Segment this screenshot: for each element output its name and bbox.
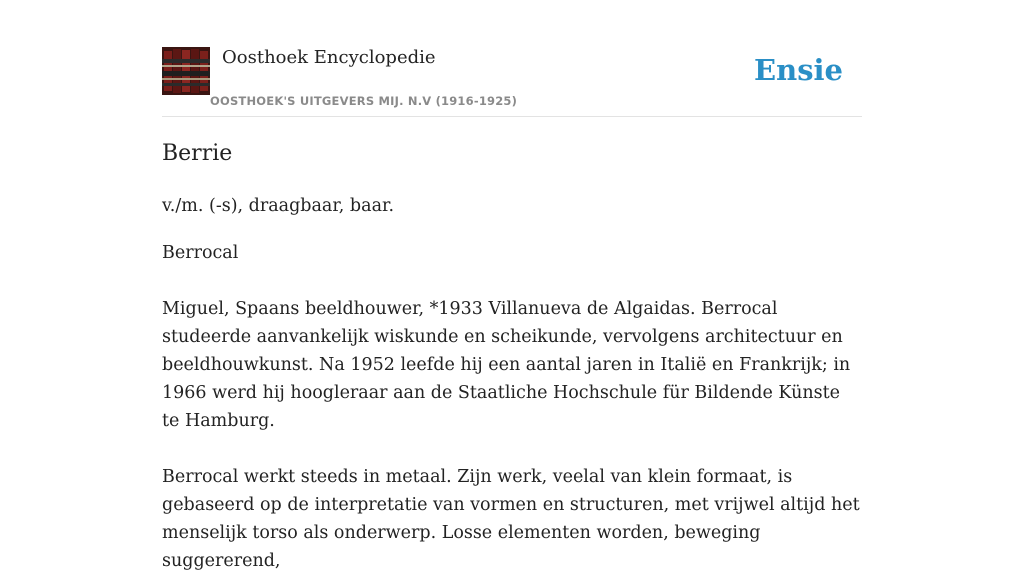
brand-logo[interactable]: Ensie — [754, 53, 843, 87]
site-header — [162, 46, 862, 117]
site-name[interactable]: Oosthoek Encyclopedie — [222, 47, 436, 68]
entry-definition: v./m. (-s), draagbaar, baar. — [162, 196, 395, 216]
encyclopedia-books-icon[interactable] — [162, 47, 210, 95]
entry-title: Berrie — [162, 141, 233, 166]
publisher-label: OOSTHOEK'S UITGEVERS MIJ. N.V (1916-1925) — [210, 94, 518, 108]
entry-subtitle: Berrocal — [162, 243, 239, 263]
article — [162, 138, 862, 575]
entry-paragraph: Berrocal werkt steeds in metaal. Zijn werk, veelal van klein formaat, is gebaseerd op de interpretatie van vormen en structuren, met vrijwel altijd het menselijk torso als onderwerp. Losse elementen worden, beweging suggererend, — [162, 467, 860, 571]
entry-paragraph: Miguel, Spaans beeldhouwer, *1933 Villanueva de Algaidas. Berrocal studeerde aanvankelijk wiskunde en scheikunde, vervolgens architectuur en beeldhouwkunst. Na 1952 leefde hij een aantal jaren in Italië en Frankrijk; in 1966 werd hij hoogleraar aan de Staatliche Hochschule für Bildende Künste te Hamburg. — [162, 299, 851, 431]
